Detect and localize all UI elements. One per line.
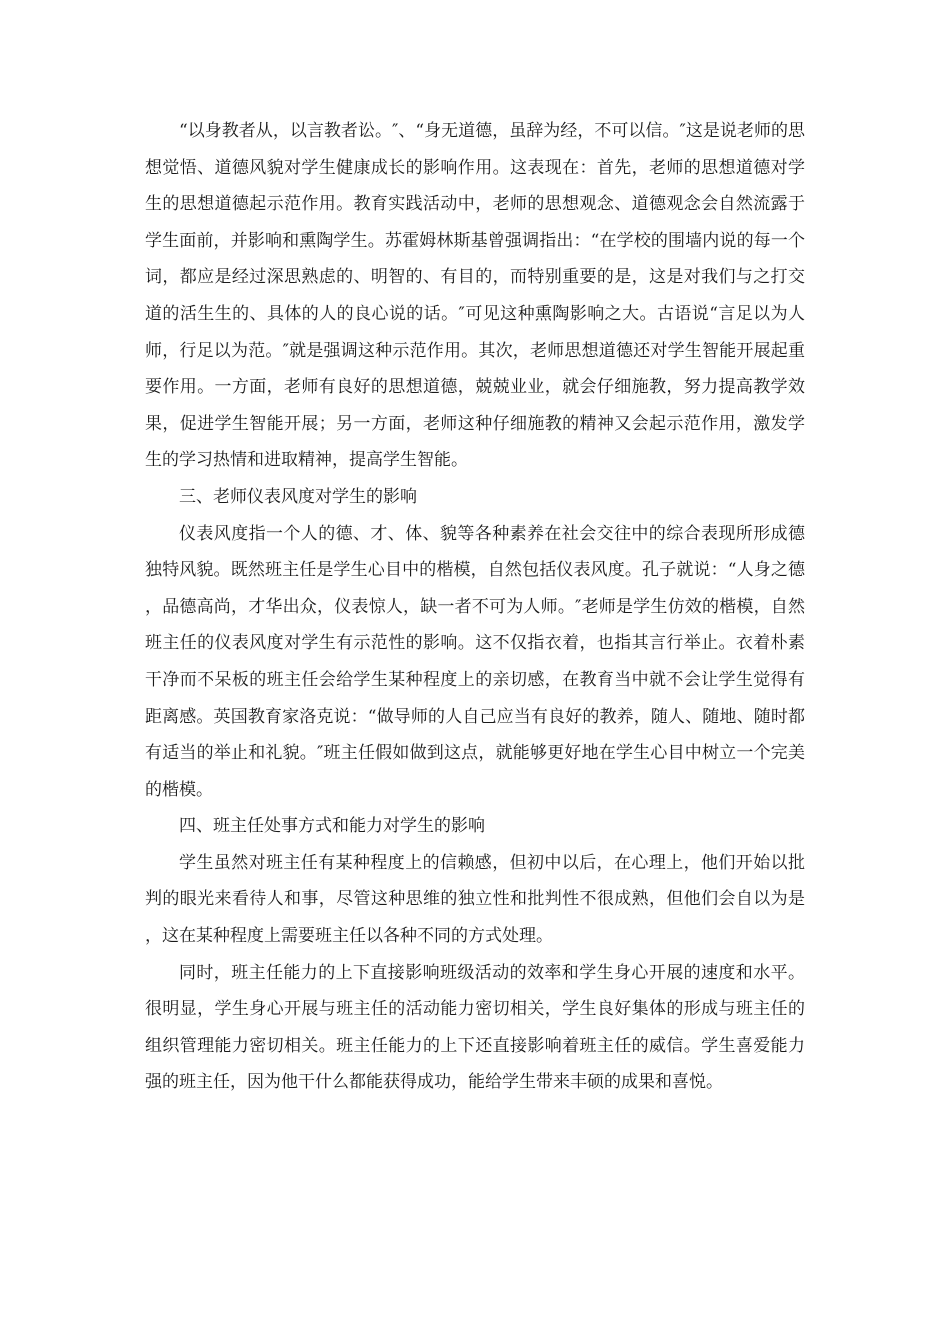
section-heading-ability: 四、班主任处事方式和能力对学生的影响 — [179, 816, 485, 837]
paragraph-appearance: 仪表风度指一个人的德、才、体、貌等各种素养在社会交往中的综合表现所形成德独特风貌。既然班主任是学生心目中的楷模，自然包括仪表风度。孔子就说：“人身之德，品德高尚，才华出众，仪表惊人，缺一者不可为人师。″老师是学生仿效的楷模，自然班主任的仪表风度对学生有示范性的影响。这不仅指衣着，也指其言行举止。衣着朴素干净而不呆板的班主任会给学生某种程度上的亲切感，在教育当中就不会让学生觉得有距离感。英国教育家洛克说：“做导师的人自己应当有良好的教养，随人、随地、随时都有适当的举止和礼貌。″班主任假如做到这点，就能够更好地在学生心目中树立一个完美的楷模。 — [145, 523, 805, 800]
section-heading-appearance: 三、老师仪表风度对学生的影响 — [179, 486, 417, 507]
paragraph-student-trust: 学生虽然对班主任有某种程度上的信赖感，但初中以后，在心理上，他们开始以批判的眼光来看待人和事，尽管这种思维的独立性和批判性不很成熟，但他们会自以为是，这在某种程度上需要班主任以各种不同的方式处理。 — [145, 852, 805, 947]
paragraph-teacher-morality: “以身教者从，以言教者讼。″、“身无道德，虽辞为经，不可以信。″这是说老师的思想觉悟、道德风貌对学生健康成长的影响作用。这表现在：首先，老师的思想道德对学生的思想道德起示范作用。教育实践活动中，老师的思想观念、道德观念会自然流露于学生面前，并影响和熏陶学生。苏霍姆林斯基曾强调指出：“在学校的围墙内说的每一个词，都应是经过深思熟虑的、明智的、有目的，而特别重要的是，这是对我们与之打交道的活生生的、具体的人的良心说的话。″可见这种熏陶影响之大。古语说“言足以为人师，行足以为范。″就是强调这种示范作用。其次，老师思想道德还对学生智能开展起重要作用。一方面，老师有良好的思想道德，兢兢业业，就会仔细施教，努力提高教学效果，促进学生智能开展；另一方面，老师这种仔细施教的精神又会起示范作用，激发学生的学习热情和进取精神，提高学生智能。 — [145, 121, 805, 471]
document-page — [145, 113, 805, 1101]
paragraph-teacher-ability: 同时，班主任能力的上下直接影响班级活动的效率和学生身心开展的速度和水平。很明显，学生身心开展与班主任的活动能力密切相关，学生良好集体的形成与班主任的组织管理能力密切相关。班主任能力的上下还直接影响着班主任的威信。学生喜爱能力强的班主任，因为他干什么都能获得成功，能给学生带来丰硕的成果和喜悦。 — [145, 962, 805, 1093]
